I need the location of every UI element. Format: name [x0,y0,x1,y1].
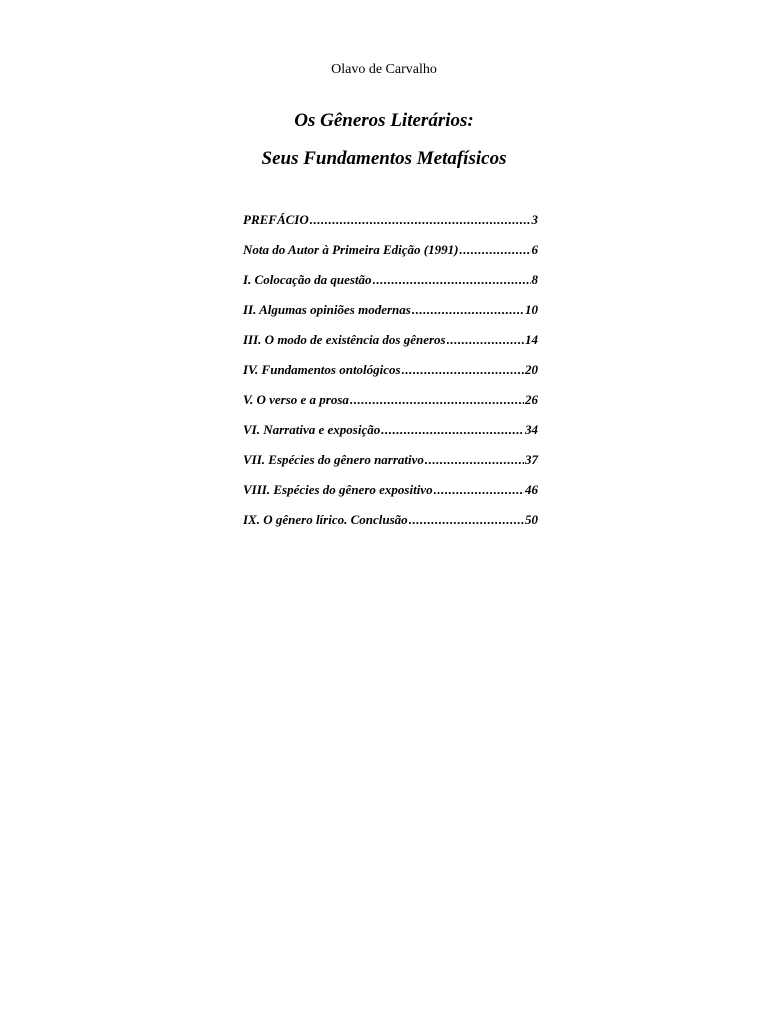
toc-entry[interactable] [243,271,538,301]
toc-entry-page: 34 [525,422,538,437]
toc-entry-page: 10 [525,302,538,317]
toc-dot-leader [350,391,524,409]
toc-entry[interactable] [243,331,538,361]
toc-entry-label: II. Algumas opiniões modernas [243,302,411,317]
toc-entry[interactable] [243,391,538,421]
toc-entry-page: 26 [525,392,538,407]
toc-dot-leader [459,241,530,259]
toc-entry-label: V. O verso e a prosa [243,392,349,407]
toc-entry[interactable] [243,241,538,271]
toc-entry-page: 6 [531,242,538,257]
toc-entry[interactable] [243,211,538,241]
toc-entry[interactable] [243,301,538,331]
toc-entry-page: 14 [525,332,538,347]
toc-entry-label: Nota do Autor à Primeira Edição (1991) [243,242,459,257]
toc-dot-leader [402,361,524,379]
toc-entry-label: IX. O gênero lírico. Conclusão [243,512,408,527]
toc-dot-leader [425,451,524,469]
toc-entry[interactable] [243,421,538,451]
toc-entry[interactable] [243,451,538,481]
toc-entry-label: IV. Fundamentos ontológicos [243,362,401,377]
toc-entry-label: PREFÁCIO [243,212,309,227]
toc-entry-label: VIII. Espécies do gênero expositivo [243,482,433,497]
toc-entry-page: 37 [525,452,538,467]
author-name: Olavo de Carvalho [331,62,437,77]
toc-entry-page: 8 [531,272,538,287]
toc-dot-leader [434,481,524,499]
toc-entry-page: 3 [531,212,538,227]
toc-entry-label: VI. Narrativa e exposição [243,422,381,437]
table-of-contents [243,211,538,541]
toc-dot-leader [447,331,524,349]
toc-dot-leader [381,421,524,439]
toc-entry[interactable] [243,481,538,511]
toc-dot-leader [412,301,524,319]
toc-entry-label: I. Colocação da questão [243,272,372,287]
toc-entry-page: 20 [525,362,538,377]
toc-entry[interactable] [243,511,538,541]
toc-entry-label: III. O modo de existência dos gêneros [243,332,446,347]
toc-dot-leader [409,511,524,529]
toc-dot-leader [373,271,531,289]
toc-dot-leader [310,211,531,229]
toc-entry-label: VII. Espécies do gênero narrativo [243,452,424,467]
title-line-2: Seus Fundamentos Metafísicos [261,148,507,169]
toc-entry[interactable] [243,361,538,391]
toc-entry-page: 46 [525,482,538,497]
title-line-1: Os Gêneros Literários: [294,110,474,131]
toc-entry-page: 50 [525,512,538,527]
